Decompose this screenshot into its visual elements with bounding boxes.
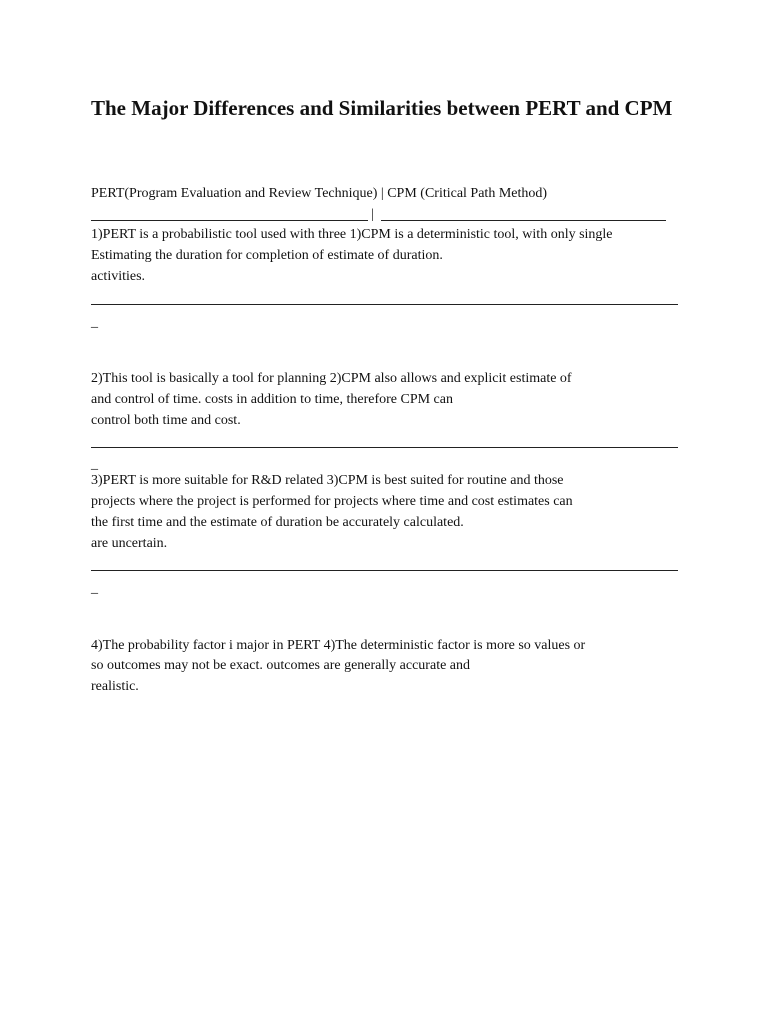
separator-stub-2: _: [91, 457, 98, 472]
item-3-line-4: are uncertain.: [91, 536, 168, 551]
separator-stub-3: _: [91, 581, 98, 596]
header-separator-pipe: |: [371, 207, 374, 222]
item-3-line-2: projects where the project is performed for projects where time and cost estimates can: [91, 494, 573, 509]
separator-rule-2: [91, 447, 678, 448]
separator-rule-1: [91, 304, 678, 305]
header-underline-right: [381, 220, 666, 221]
item-4-line-1: 4)The probability factor i major in PERT 4)The deterministic factor is more so values or: [91, 638, 586, 653]
item-3-line-3: the first time and the estimate of duration be accurately calculated.: [91, 515, 464, 530]
item-1-line-2: Estimating the duration for completion of estimate of duration.: [91, 248, 443, 263]
item-1-line-3: activities.: [91, 269, 146, 284]
separator-stub-1: _: [91, 315, 98, 330]
separator-rule-3: [91, 570, 678, 571]
item-3-line-1: 3)PERT is more suitable for R&D related 3)CPM is best suited for routine and those: [91, 473, 564, 488]
item-4-line-3: realistic.: [91, 679, 139, 694]
item-2-line-1: 2)This tool is basically a tool for planning 2)CPM also allows and explicit estimate of: [91, 371, 572, 386]
page-title: The Major Differences and Similarities between PERT and CPM: [91, 96, 673, 120]
item-2-line-2: and control of time. costs in addition to time, therefore CPM can: [91, 392, 453, 407]
item-4-line-2: so outcomes may not be exact. outcomes are generally accurate and: [91, 658, 471, 673]
header-line: PERT(Program Evaluation and Review Technique) | CPM (Critical Path Method): [91, 186, 548, 201]
item-2-line-3: control both time and cost.: [91, 413, 241, 428]
item-1-line-1: 1)PERT is a probabilistic tool used with three 1)CPM is a deterministic tool, with only single: [91, 227, 613, 242]
header-underline-left: [91, 220, 368, 221]
